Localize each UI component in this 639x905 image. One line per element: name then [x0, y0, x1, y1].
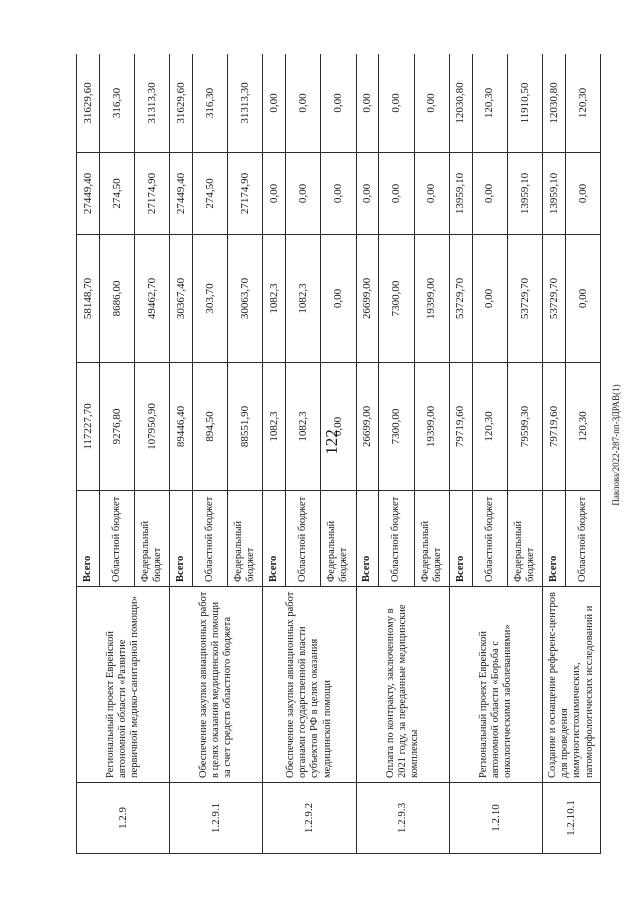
value-year-3: 31629,60 — [77, 54, 100, 153]
source-label: Федеральный бюджет — [414, 491, 449, 587]
row-number: 1.2.10 — [449, 783, 542, 854]
value-year-2: 27449,40 — [77, 153, 100, 235]
value-total: 88551,90 — [228, 363, 263, 491]
row-name: Обеспечение закупки авиационных работ в целях оказания медицинской помощи за счет средств областного бюджета — [170, 587, 263, 783]
document-code: Павлова/2022-287-пп-ЗДРАВ(1) — [611, 384, 621, 506]
value-total: 79719,60 — [449, 363, 472, 491]
value-total: 1082,3 — [286, 363, 321, 491]
source-label: Федеральный бюджет — [507, 491, 542, 587]
value-year-3: 12030,80 — [449, 54, 472, 153]
value-year-3: 31629,60 — [170, 54, 193, 153]
table-row — [77, 54, 100, 854]
source-label: Областной бюджет — [99, 491, 134, 587]
row-number: 1.2.9.1 — [170, 783, 263, 854]
value-year-2: 13959,10 — [449, 153, 472, 235]
row-name: Региональный проект Еврейской автономной области «Борьба с онкологическими заболеваниями» — [449, 587, 542, 783]
value-year-2: 0,00 — [414, 153, 449, 235]
source-label: Всего — [263, 491, 286, 587]
row-number: 1.2.9.3 — [356, 783, 449, 854]
value-total: 19399,00 — [414, 363, 449, 491]
value-year-1: 30063,70 — [228, 235, 263, 363]
value-year-1: 58148,70 — [77, 235, 100, 363]
row-number: 1.2.10.1 — [542, 783, 600, 854]
source-label: Областной бюджет — [286, 491, 321, 587]
value-total: 79599,30 — [507, 363, 542, 491]
value-year-3: 0,00 — [356, 54, 379, 153]
value-total: 7300,00 — [379, 363, 414, 491]
row-name: Создание и оснащение референс-центров для проведения иммуногистохимических, патоморфологических исследований и — [542, 587, 600, 783]
value-year-1: 303,70 — [192, 235, 227, 363]
value-year-3: 0,00 — [286, 54, 321, 153]
value-year-1: 49462,70 — [134, 235, 169, 363]
table-row — [263, 54, 286, 854]
source-label: Всего — [356, 491, 379, 587]
budget-table — [76, 54, 601, 854]
value-total: 26699,00 — [356, 363, 379, 491]
value-year-3: 120,30 — [472, 54, 507, 153]
value-year-1: 1082,3 — [286, 235, 321, 363]
value-year-2: 274,50 — [192, 153, 227, 235]
row-name: Региональный проект Еврейской автономной области «Развитие первичной медико-санитарной помощи» — [77, 587, 170, 783]
value-year-3: 0,00 — [414, 54, 449, 153]
value-year-1: 30367,40 — [170, 235, 193, 363]
value-year-1: 53729,70 — [507, 235, 542, 363]
page-number: 122 — [322, 429, 341, 455]
value-total: 89446,40 — [170, 363, 193, 491]
value-year-1: 7300,00 — [379, 235, 414, 363]
source-label: Всего — [449, 491, 472, 587]
value-year-1: 0,00 — [565, 235, 600, 363]
table-row — [449, 54, 472, 854]
value-total: 120,30 — [472, 363, 507, 491]
source-label: Областной бюджет — [192, 491, 227, 587]
budget-table-rotated — [76, 54, 601, 854]
table-row — [356, 54, 379, 854]
value-year-2: 274,50 — [99, 153, 134, 235]
value-year-3: 11910,50 — [507, 54, 542, 153]
value-total: 894,50 — [192, 363, 227, 491]
value-year-1: 53729,70 — [542, 235, 565, 363]
value-year-3: 0,00 — [263, 54, 286, 153]
source-label: Всего — [170, 491, 193, 587]
source-label: Областной бюджет — [565, 491, 600, 587]
value-year-2: 0,00 — [263, 153, 286, 235]
row-number: 1.2.9 — [77, 783, 170, 854]
value-total: 120,30 — [565, 363, 600, 491]
value-total: 117227,70 — [77, 363, 100, 491]
source-label: Федеральный бюджет — [134, 491, 169, 587]
value-year-2: 0,00 — [321, 153, 356, 235]
row-number: 1.2.9.2 — [263, 783, 356, 854]
value-total: 9276,80 — [99, 363, 134, 491]
value-year-2: 27174,90 — [228, 153, 263, 235]
row-name: Обеспечение закупки авиационных работ органами государственной власти субъектов РФ в целях оказания медицинской помощи — [263, 587, 356, 783]
value-year-2: 0,00 — [379, 153, 414, 235]
value-year-2: 13959,10 — [542, 153, 565, 235]
value-year-3: 0,00 — [379, 54, 414, 153]
source-label: Всего — [542, 491, 565, 587]
source-label: Областной бюджет — [379, 491, 414, 587]
source-label: Областной бюджет — [472, 491, 507, 587]
value-year-1: 19399,00 — [414, 235, 449, 363]
value-year-1: 0,00 — [321, 235, 356, 363]
value-year-2: 0,00 — [356, 153, 379, 235]
value-year-3: 316,30 — [192, 54, 227, 153]
value-total: 0,00 — [321, 363, 356, 491]
budget-table-wrapper — [76, 54, 601, 854]
value-year-3: 0,00 — [321, 54, 356, 153]
value-year-1: 26699,00 — [356, 235, 379, 363]
value-year-3: 316,30 — [99, 54, 134, 153]
value-year-3: 120,30 — [565, 54, 600, 153]
row-name: Оплата по контракту, заключенному в 2021 году, за переданные медицинские комплексы — [356, 587, 449, 783]
value-year-3: 31313,30 — [228, 54, 263, 153]
value-total: 107950,90 — [134, 363, 169, 491]
value-year-1: 8686,00 — [99, 235, 134, 363]
value-year-2: 13959,10 — [507, 153, 542, 235]
value-year-2: 27449,40 — [170, 153, 193, 235]
value-year-3: 31313,30 — [134, 54, 169, 153]
value-total: 79719,60 — [542, 363, 565, 491]
value-year-1: 53729,70 — [449, 235, 472, 363]
value-year-2: 0,00 — [472, 153, 507, 235]
value-year-2: 0,00 — [286, 153, 321, 235]
value-year-1: 1082,3 — [263, 235, 286, 363]
table-row — [542, 54, 565, 854]
source-label: Всего — [77, 491, 100, 587]
value-year-3: 12030,80 — [542, 54, 565, 153]
table-row — [170, 54, 193, 854]
value-year-2: 27174,90 — [134, 153, 169, 235]
source-label: Федеральный бюджет — [321, 491, 356, 587]
source-label: Федеральный бюджет — [228, 491, 263, 587]
value-total: 1082,3 — [263, 363, 286, 491]
value-year-2: 0,00 — [565, 153, 600, 235]
value-year-1: 0,00 — [472, 235, 507, 363]
